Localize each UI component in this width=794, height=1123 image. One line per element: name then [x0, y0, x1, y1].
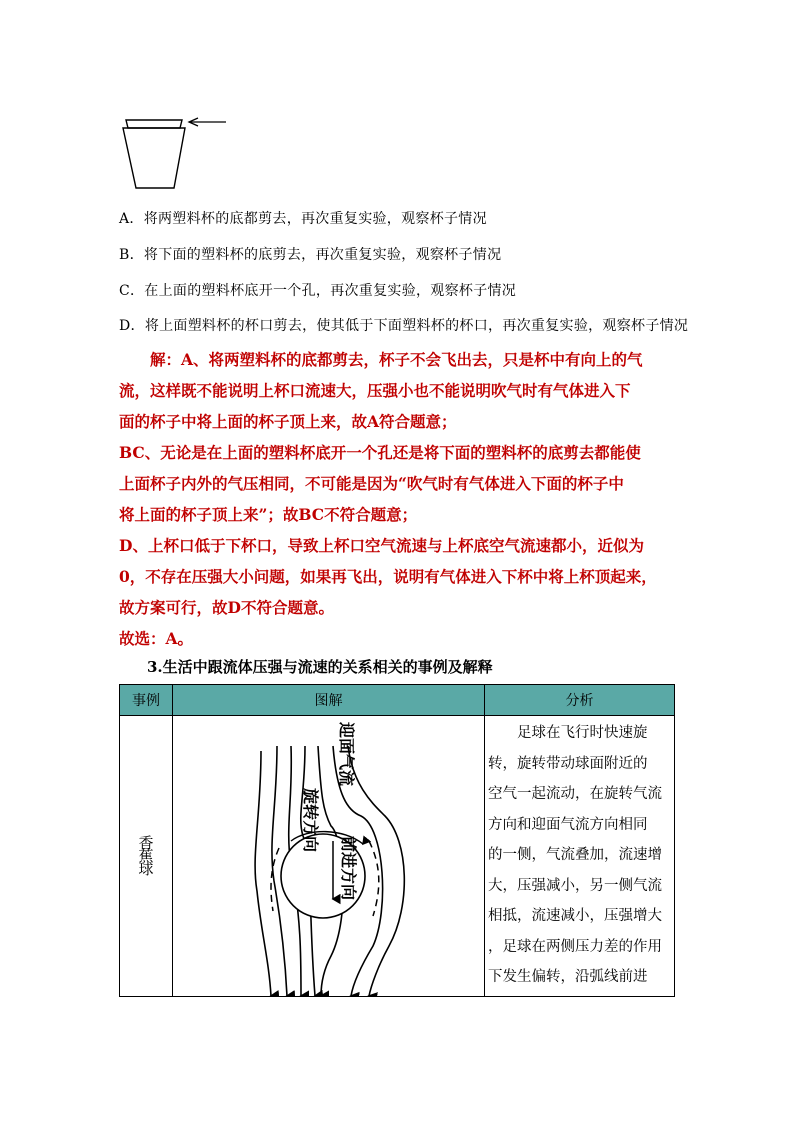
header-analysis: 分析	[485, 685, 675, 716]
analysis-line: ，足球在两侧压力差的作用	[488, 938, 662, 955]
solution-line: D、上杯口低于下杯口，导致上杯口空气流速与上杯底空气流速都小，近似为	[119, 536, 644, 555]
solution-answer: 故选：A。	[119, 629, 194, 648]
header-diagram: 图解	[173, 685, 485, 716]
option-d: D．将上面塑料杯的杯口剪去，使其低于下面塑料杯的杯口，再次重复实验，观察杯子情况	[119, 318, 689, 334]
analysis-line: 相抵，流速减小，压强增大	[488, 908, 662, 924]
analysis-line: 大，压强减小，另一侧气流	[488, 877, 662, 894]
table-header-row	[120, 685, 675, 716]
banana-ball-diagram	[173, 716, 485, 996]
oncoming-airflow-label: 迎面气流	[337, 722, 356, 787]
banana-ball-diagram-cell	[173, 716, 485, 997]
forward-direction-label: 前进方向	[339, 836, 358, 901]
solution-line: 上面杯子内外的气压相同，不可能是因为“吹气时有气体进入下面的杯子中	[119, 474, 624, 493]
solution-line: 解：A、将两塑料杯的底都剪去，杯子不会飞出去，只是杯中有向上的气	[150, 350, 643, 369]
cup-diagram	[118, 110, 233, 192]
analysis-line: 足球在飞行时快速旋	[488, 725, 648, 741]
solution-line: BC、无论是在上面的塑料杯底开一个孔还是将下面的塑料杯的底剪去都能使	[119, 443, 641, 462]
analysis-line: 空气一起流动，在旋转气流	[488, 786, 662, 802]
solution-block	[119, 344, 679, 654]
row-label-cell	[120, 716, 173, 997]
example-table	[119, 684, 675, 997]
analysis-line: 方向和迎面气流方向相同	[488, 816, 648, 833]
option-b: B．将下面的塑料杯的底剪去，再次重复实验，观察杯子情况	[119, 247, 502, 263]
analysis-line: 转，旋转带动球面附近的	[488, 755, 648, 772]
analysis-line: 下发生偏转，沿弧线前进	[488, 969, 648, 985]
table-row	[120, 716, 675, 997]
analysis-line: 的一侧，气流叠加，流速增	[488, 847, 662, 863]
option-c: C．在上面的塑料杯底开一个孔，再次重复实验，观察杯子情况	[119, 283, 517, 299]
option-a: A．将两塑料杯的底都剪去，再次重复实验，观察杯子情况	[119, 211, 487, 227]
solution-line: 面的杯子中将上面的杯子顶上来，故A符合题意；	[119, 412, 457, 431]
upper-cup-rim	[126, 120, 182, 128]
rotation-direction-label: 旋转方向	[301, 788, 320, 853]
solution-line: 0，不存在压强大小问题，如果再飞出，说明有气体进入下杯中将上杯顶起来，	[119, 567, 657, 586]
header-example: 事例	[120, 685, 173, 716]
analysis-cell	[485, 716, 675, 997]
solution-line: 流，这样既不能说明上杯口流速大，压强小也不能说明吹气时有气体进入下	[119, 381, 631, 400]
lower-cup-body	[123, 128, 185, 188]
solution-line: 将上面的杯子顶上来”；故BC不符合题意；	[119, 505, 418, 524]
row-label: 香蕉球	[136, 834, 155, 874]
solution-line: 故方案可行，故D不符合题意。	[119, 598, 334, 617]
section-title: 3.生活中跟流体压强与流速的关系相关的事例及解释	[147, 658, 493, 676]
